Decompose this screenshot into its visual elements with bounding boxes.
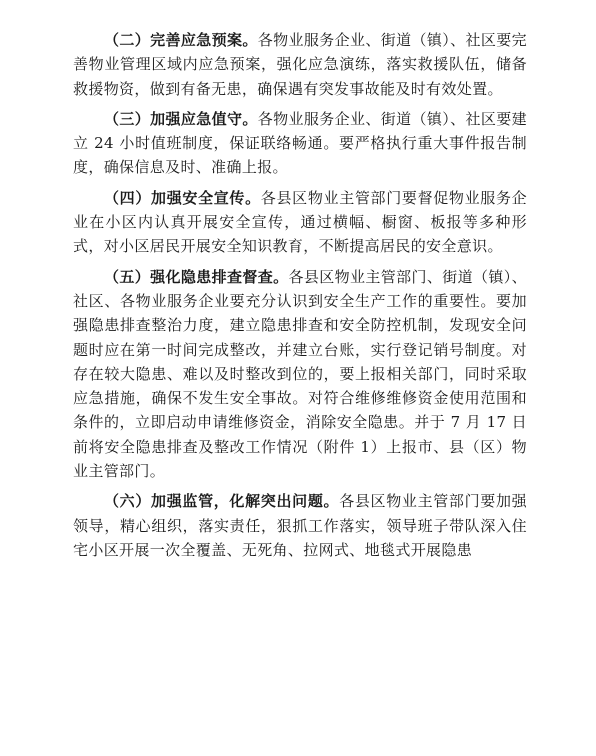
paragraph-body: 各县区物业主管部门要督促物业服务企业在小区内认真开展安全宣传，通过横幅、橱窗、板报等多种形式，对小区居民开展安全知识教育，不断提高居民的安全意识。 [73, 188, 527, 256]
paragraph-body: 各县区物业主管部门要加强领导，精心组织，落实责任，狠抓工作落实，领导班子带队深入住宅小区开展一次全覆盖、无死角、拉网式、地毯式开展隐患 [73, 492, 527, 559]
paragraph-emergency-duty [73, 107, 527, 180]
paragraph-heading: （二）完善应急预案。 [104, 31, 258, 49]
paragraph-heading: （六）加强监管，化解突出问题。 [104, 492, 340, 511]
paragraph-hazard-inspection [73, 265, 527, 484]
paragraph-supervision [73, 489, 527, 562]
paragraph-body: 各县区物业主管部门、街道（镇）、社区、各物业服务企业要充分认识到安全生产工作的重要性。要加强隐患排查整治力度，建立隐患排查和安全防控机制，发现安全问题时应在第一时间完成整改，并建立台账，实行登记销号制度。对存在较大隐患、难以及时整改到位的，要上报相关部门，同时采取应急措施，确保不发生安全事故。对符合维修维修资金使用范围和条件的，立即启动申请维修资金，消除安全隐患。并于 7 月 17 日前将安全隐患排查及整改工作情况（附件 1）上报市、县（区）物业主管部门。 [73, 267, 527, 481]
paragraph-body: 各物业服务企业、街道（镇）、社区要建立 24 小时值班制度，保证联络畅通。要严格执行重大事件报告制度，确保信息及时、准确上报。 [73, 109, 527, 177]
paragraph-emergency-plan [73, 28, 527, 101]
document-page [73, 28, 527, 568]
paragraph-body: 各物业服务企业、街道（镇）、社区要完善物业管理区域内应急预案，强化应急演练，落实救援队伍，储备救援物资，做到有备无患，确保遇有突发事故能及时有效处置。 [73, 31, 527, 98]
paragraph-heading: （五）强化隐患排查督查。 [104, 267, 289, 286]
paragraph-heading: （三）加强应急值守。 [104, 109, 258, 128]
paragraph-heading: （四）加强安全宣传。 [104, 188, 261, 207]
paragraph-safety-publicity [73, 186, 527, 259]
